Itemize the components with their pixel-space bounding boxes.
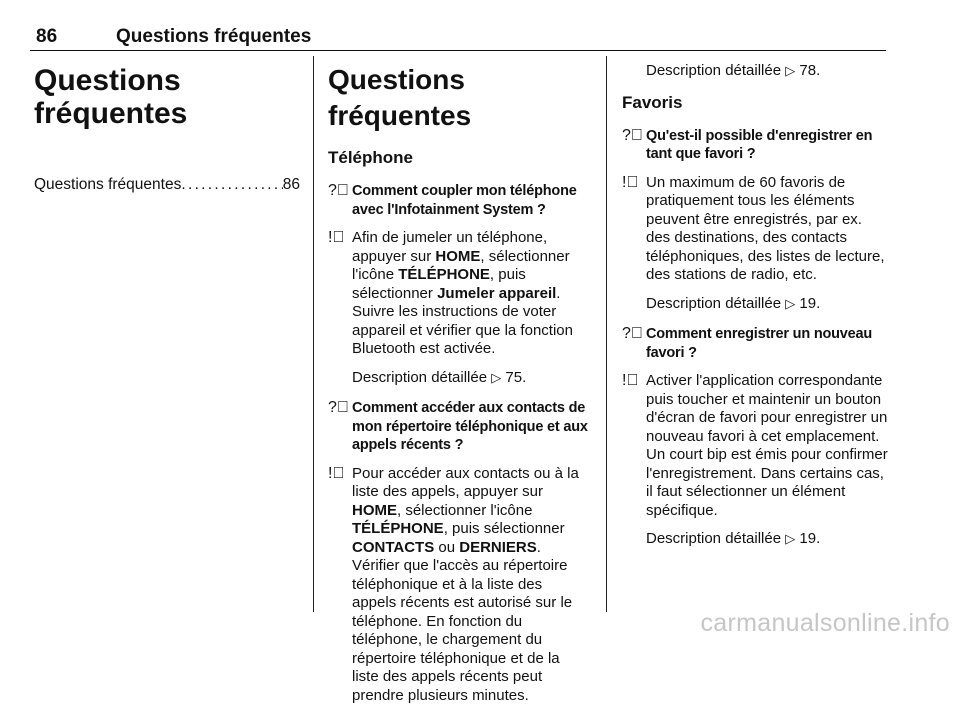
toc-leader-dots <box>181 176 282 194</box>
detail-page-link[interactable]: 19. <box>799 530 821 547</box>
page-number: 86 <box>36 26 58 47</box>
content-column-2 <box>622 62 888 561</box>
faq-answer: !⃝ Activer l'application correspondante puis toucher et maintenir un bouton d'écran de favori pour enregistrer un nouveau favori à cet emplacement. Un court bip est émis pour confirmer l'enregistrement. Dans certains cas, il faut sélectionner un élément spécifique. <box>622 372 888 519</box>
info-icon: !⃝ <box>622 372 639 389</box>
subsection-heading-favoris: Favoris <box>622 92 683 112</box>
page-header <box>30 0 886 51</box>
faq-question: ?⃝ Comment accéder aux contacts de mon répertoire téléphonique et aux appels récents ? <box>328 399 588 453</box>
detail-reference[interactable]: Description détaillée ▷ 19. <box>646 294 821 312</box>
toc-entry-page[interactable]: 86 <box>282 176 300 193</box>
question-icon: ?⃝ <box>328 399 349 416</box>
faq-answer: !⃝ Pour accéder aux contacts ou à la liste des appels, appuyer sur HOME, sélectionner l'icône TÉLÉPHONE, puis sélectionner CONTACTS ou DERNIERS. Vérifier que l'accès au répertoire téléphonique et à la liste des appels récents est autorisé sur le téléphone. En fonction du téléphone, le chargement du répertoire téléphonique et de la liste des appels récents peut prendre plusieurs minutes. <box>328 464 579 704</box>
arrow-icon: ▷ <box>491 369 502 385</box>
detail-reference[interactable]: Description détaillée ▷ 75. <box>352 368 527 386</box>
info-icon: !⃝ <box>328 229 345 246</box>
faq-question: ?⃝ Qu'est-il possible d'enregistrer en tant que favori ? <box>622 126 873 162</box>
toc-column <box>34 60 300 194</box>
question-icon: ?⃝ <box>328 182 349 199</box>
detail-page-link[interactable]: 75. <box>505 368 527 386</box>
toc-entry-label[interactable]: Questions fréquentes <box>34 176 182 193</box>
toc-entry[interactable] <box>34 176 300 194</box>
detail-page-link[interactable]: 78. <box>799 62 821 79</box>
arrow-icon: ▷ <box>785 295 796 311</box>
question-icon: ?⃝ <box>622 325 643 342</box>
subsection-heading-telephone: Téléphone <box>328 148 414 167</box>
column-divider <box>606 56 607 612</box>
arrow-icon: ▷ <box>785 531 796 546</box>
faq-answer: !⃝ Un maximum de 60 favoris de pratiquement tous les éléments peuvent être enregistrés, par ex. des destinations, des contacts téléphoniques, des listes de lecture, des stations de radio, etc. <box>622 173 885 283</box>
content-column-1 <box>328 60 590 715</box>
question-icon: ?⃝ <box>622 126 643 144</box>
detail-reference[interactable]: Description détaillée ▷ 78. <box>646 62 821 79</box>
section-title: Questions fréquentes <box>328 64 472 131</box>
detail-page-link[interactable]: 19. <box>799 294 821 312</box>
chapter-title: Questions fréquentes <box>34 64 188 130</box>
faq-question: ?⃝ Comment enregistrer un nouveau favori ? <box>622 325 873 361</box>
column-divider <box>313 56 314 612</box>
running-title: Questions fréquentes <box>116 26 312 47</box>
arrow-icon: ▷ <box>785 63 796 78</box>
info-icon: !⃝ <box>622 173 639 191</box>
watermark: carmanualsonline.info <box>700 609 950 637</box>
faq-question: ?⃝ Comment coupler mon téléphone avec l'Infotainment System ? <box>328 182 577 218</box>
faq-answer: !⃝ Afin de jumeler un téléphone, appuyer sur HOME, sélectionner l'icône TÉLÉPHONE, puis sélectionner Jumeler appareil. Suivre les instructions de voter appareil et vérifier que la fonction Bluetooth est activée. <box>328 229 573 357</box>
detail-reference[interactable]: Description détaillée ▷ 19. <box>646 530 821 547</box>
info-icon: !⃝ <box>328 464 345 482</box>
